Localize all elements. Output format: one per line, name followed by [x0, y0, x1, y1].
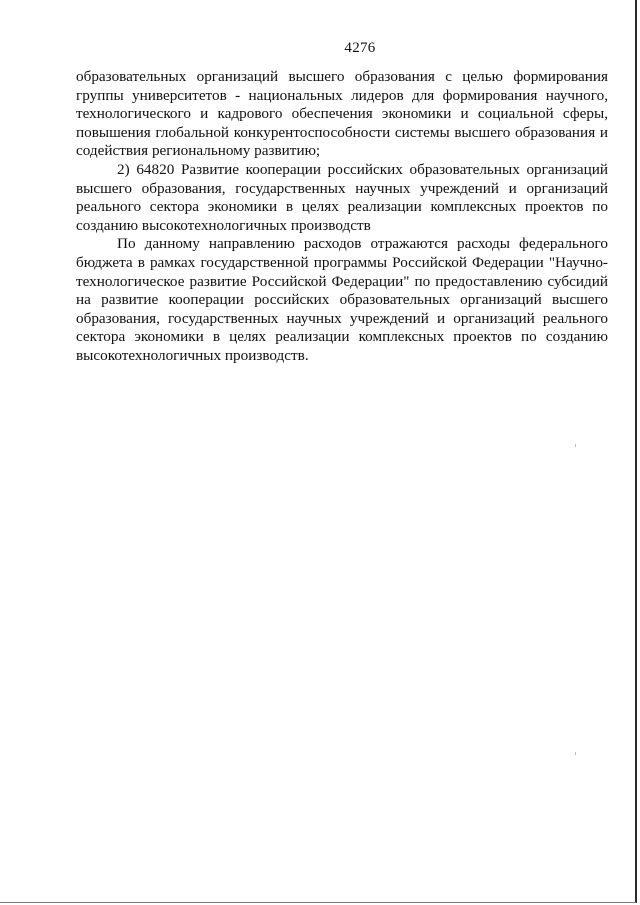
- paragraph-continuation: образовательных организаций высшего образования с целью формирования группы университетов - национальных лидеров для формирования научного, технологического и кадрового обеспечения экономики и социальной сферы, повышения глобальной конкурентоспособности системы высшего образования и содействия региональному развитию;: [76, 68, 608, 160]
- scan-speck: [575, 444, 576, 447]
- paragraph-item-64820: 2) 64820 Развитие кооперации российских образовательных организаций высшего образования, государственных научных учреждений и организаций реального сектора экономики в целях реализации комплексных проектов по созданию высокотехнологичных производств: [76, 160, 608, 234]
- paragraph-expenses-description: По данному направлению расходов отражаются расходы федерального бюджета в рамках государственной программы Российской Федерации "Научно-технологическое развитие Российской Федерации" по предоставлению субсидий на развитие кооперации российских образовательных организаций высшего образования, государственных научных учреждений и организаций реального сектора экономики в целях реализации комплексных проектов по созданию высокотехнологичных производств.: [76, 235, 608, 364]
- page-number: 4276: [344, 40, 376, 56]
- document-body: [76, 68, 608, 366]
- scan-speck: [575, 752, 576, 755]
